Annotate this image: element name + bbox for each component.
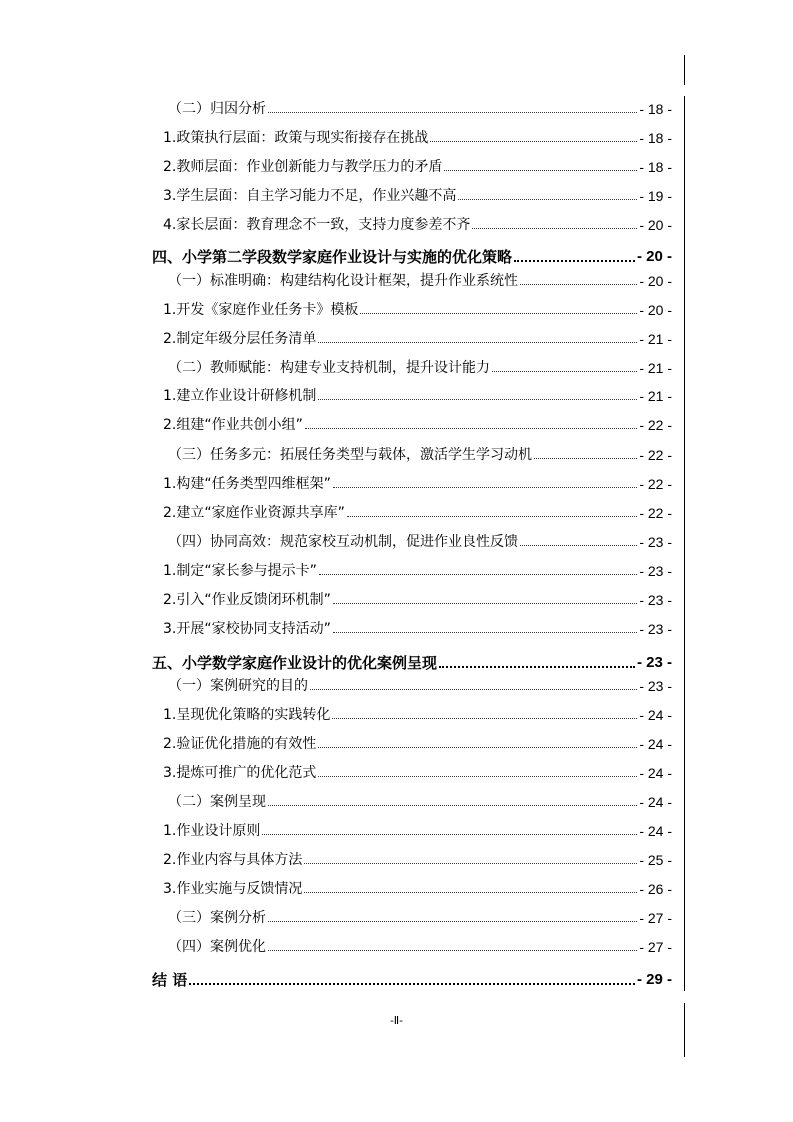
toc-entry[interactable] (163, 216, 672, 234)
toc-entry-page: - 23 - (639, 592, 672, 608)
toc-entry-page: - 23 - (639, 621, 672, 637)
toc-entry-page: - 20 - (639, 217, 672, 233)
toc-entry-title: 1.制定“家长参与提示卡” (163, 563, 317, 579)
toc-leader-dots (268, 801, 637, 806)
toc-entry-page: - 22 - (639, 417, 672, 433)
toc-entry-page: - 22 - (639, 447, 672, 463)
toc-entry-page: - 22 - (639, 505, 672, 521)
toc-entry[interactable] (163, 330, 672, 348)
toc-entry-title: （二）归因分析 (168, 101, 266, 117)
toc-leader-dots (444, 166, 637, 171)
toc-entry-title: 五、小学数学家庭作业设计的优化案例呈现 (152, 654, 438, 672)
toc-entry-page: - 24 - (639, 794, 672, 810)
toc-entry[interactable] (163, 620, 672, 638)
toc-leader-dots (318, 395, 637, 400)
toc-leader-dots (514, 256, 635, 262)
toc-leader-dots (304, 859, 637, 864)
toc-entry[interactable] (168, 909, 672, 927)
toc-entry[interactable] (163, 735, 672, 753)
toc-leader-dots (189, 979, 635, 985)
toc-entry[interactable] (168, 446, 672, 464)
toc-entry-page: - 23 - (636, 654, 672, 671)
toc-entry-title: 结 语 (152, 971, 188, 989)
toc-entry[interactable] (163, 475, 672, 493)
toc-entry-page: - 26 - (639, 881, 672, 897)
toc-entry-page: - 20 - (639, 273, 672, 289)
toc-entry-page: - 25 - (639, 852, 672, 868)
toc-leader-dots (268, 946, 637, 951)
toc-entry[interactable] (168, 793, 672, 811)
toc-entry-page: - 21 - (639, 388, 672, 404)
toc-entry[interactable] (168, 533, 672, 551)
margin-rule-main (684, 96, 685, 991)
toc-entry-title: 四、小学第二学段数学家庭作业设计与实施的优化策略 (152, 248, 513, 266)
toc-leader-dots (319, 570, 637, 575)
toc-entry[interactable] (163, 301, 672, 319)
toc-entry[interactable] (168, 938, 672, 956)
toc-entry-title: （二）教师赋能：构建专业支持机制，提升设计能力 (168, 360, 490, 376)
toc-entry-title: 2.验证优化措施的有效性 (163, 736, 317, 752)
toc-entry[interactable] (168, 272, 672, 290)
page-number-footer: -Ⅱ- (390, 1015, 403, 1027)
toc-entry-title: 3.作业实施与反馈情况 (163, 881, 303, 897)
toc-leader-dots (268, 917, 637, 922)
toc-entry-title: 2.建立“家庭作业资源共享库” (163, 505, 345, 521)
toc-entry-page: - 27 - (639, 939, 672, 955)
toc-entry-title: 2.引入“作业反馈闭环机制” (163, 592, 331, 608)
toc-entry[interactable] (168, 100, 672, 118)
toc-entry[interactable] (163, 591, 672, 609)
toc-entry-title: （四）案例优化 (168, 939, 266, 955)
toc-entry[interactable] (163, 504, 672, 522)
toc-entry-page: - 21 - (639, 331, 672, 347)
toc-entry-page: - 18 - (639, 130, 672, 146)
toc-leader-dots (268, 108, 637, 113)
toc-entry-title: （三）案例分析 (168, 910, 266, 926)
toc-entry-title: 1.构建“任务类型四维框架” (163, 476, 331, 492)
toc-entry-title: 3.学生层面：自主学习能力不足，作业兴趣不高 (163, 188, 457, 204)
toc-entry-title: 2.作业内容与具体方法 (163, 852, 303, 868)
toc-entry-title: （三）任务多元：拓展任务类型与载体，激活学生学习动机 (168, 447, 532, 463)
toc-entry-page: - 23 - (639, 534, 672, 550)
toc-leader-dots (472, 224, 637, 229)
toc-entry-title: 1.呈现优化策略的实践转化 (163, 707, 331, 723)
toc-entry[interactable] (168, 677, 672, 695)
toc-entry-page: - 24 - (639, 736, 672, 752)
toc-entry-page: - 23 - (639, 563, 672, 579)
toc-leader-dots (492, 367, 637, 372)
toc-entry[interactable] (163, 416, 672, 434)
toc-leader-dots (360, 309, 637, 314)
toc-leader-dots (333, 628, 637, 633)
toc-entry-page: - 20 - (639, 302, 672, 318)
toc-leader-dots (332, 714, 637, 719)
toc-leader-dots (347, 512, 637, 517)
toc-entry-page: - 24 - (639, 765, 672, 781)
toc-entry-page: - 19 - (639, 188, 672, 204)
toc-entry[interactable] (163, 764, 672, 782)
toc-leader-dots (305, 424, 637, 429)
toc-entry-title: 4.家长层面：教育理念不一致，支持力度参差不齐 (163, 217, 471, 233)
toc-entry-page: - 23 - (639, 678, 672, 694)
toc-leader-dots (318, 338, 637, 343)
toc-entry[interactable] (152, 654, 672, 672)
toc-leader-dots (430, 137, 637, 142)
toc-entry[interactable] (163, 129, 672, 147)
toc-leader-dots (520, 541, 637, 546)
toc-entry-page: - 24 - (639, 823, 672, 839)
toc-entry[interactable] (152, 248, 672, 266)
toc-entry-page: - 24 - (639, 707, 672, 723)
toc-entry-page: - 20 - (636, 248, 672, 265)
toc-leader-dots (310, 685, 637, 690)
margin-rule-bottom (684, 1003, 685, 1057)
toc-entry-title: 1.政策执行层面：政策与现实衔接存在挑战 (163, 130, 429, 146)
toc-entry[interactable] (163, 706, 672, 724)
toc-entry[interactable] (152, 971, 672, 989)
margin-rule-top (684, 55, 685, 85)
toc-entry-title: 2.制定年级分层任务清单 (163, 331, 317, 347)
toc-leader-dots (534, 454, 637, 459)
toc-entry-title: （一）案例研究的目的 (168, 678, 308, 694)
toc-entry[interactable] (163, 158, 672, 176)
toc-entry[interactable] (163, 387, 672, 405)
toc-entry-page: - 18 - (639, 159, 672, 175)
toc-entry-title: 1.开发《家庭作业任务卡》模板 (163, 302, 359, 318)
toc-entry[interactable] (163, 822, 672, 840)
toc-entry-page: - 18 - (639, 101, 672, 117)
toc-entry-title: （四）协同高效：规范家校互动机制，促进作业良性反馈 (168, 534, 518, 550)
toc-entry-title: 1.作业设计原则 (163, 823, 261, 839)
toc-entry-title: 2.组建“作业共创小组” (163, 417, 303, 433)
toc-leader-dots (318, 743, 637, 748)
toc-leader-dots (318, 772, 637, 777)
toc-entry[interactable] (163, 851, 672, 869)
toc-leader-dots (520, 280, 637, 285)
toc-leader-dots (333, 483, 637, 488)
toc-leader-dots (304, 888, 637, 893)
toc-entry-title: 1.建立作业设计研修机制 (163, 388, 317, 404)
toc-entry-title: 3.开展“家校协同支持活动” (163, 621, 331, 637)
toc-entry-page: - 29 - (636, 971, 672, 988)
toc-entry-title: 3.提炼可推广的优化范式 (163, 765, 317, 781)
toc-entry[interactable] (168, 359, 672, 377)
toc-entry-page: - 27 - (639, 910, 672, 926)
toc-entry[interactable] (163, 880, 672, 898)
toc-entry-page: - 21 - (639, 360, 672, 376)
toc-entry-page: - 22 - (639, 476, 672, 492)
toc-entry-title: 2.教师层面：作业创新能力与教学压力的矛盾 (163, 159, 443, 175)
toc-leader-dots (262, 830, 637, 835)
toc-entry-title: （二）案例呈现 (168, 794, 266, 810)
toc-entry[interactable] (163, 562, 672, 580)
toc-entry-title: （一）标准明确：构建结构化设计框架，提升作业系统性 (168, 273, 518, 289)
toc-entry[interactable] (163, 187, 672, 205)
toc-leader-dots (458, 195, 637, 200)
toc-leader-dots (439, 662, 635, 668)
toc-leader-dots (333, 599, 637, 604)
